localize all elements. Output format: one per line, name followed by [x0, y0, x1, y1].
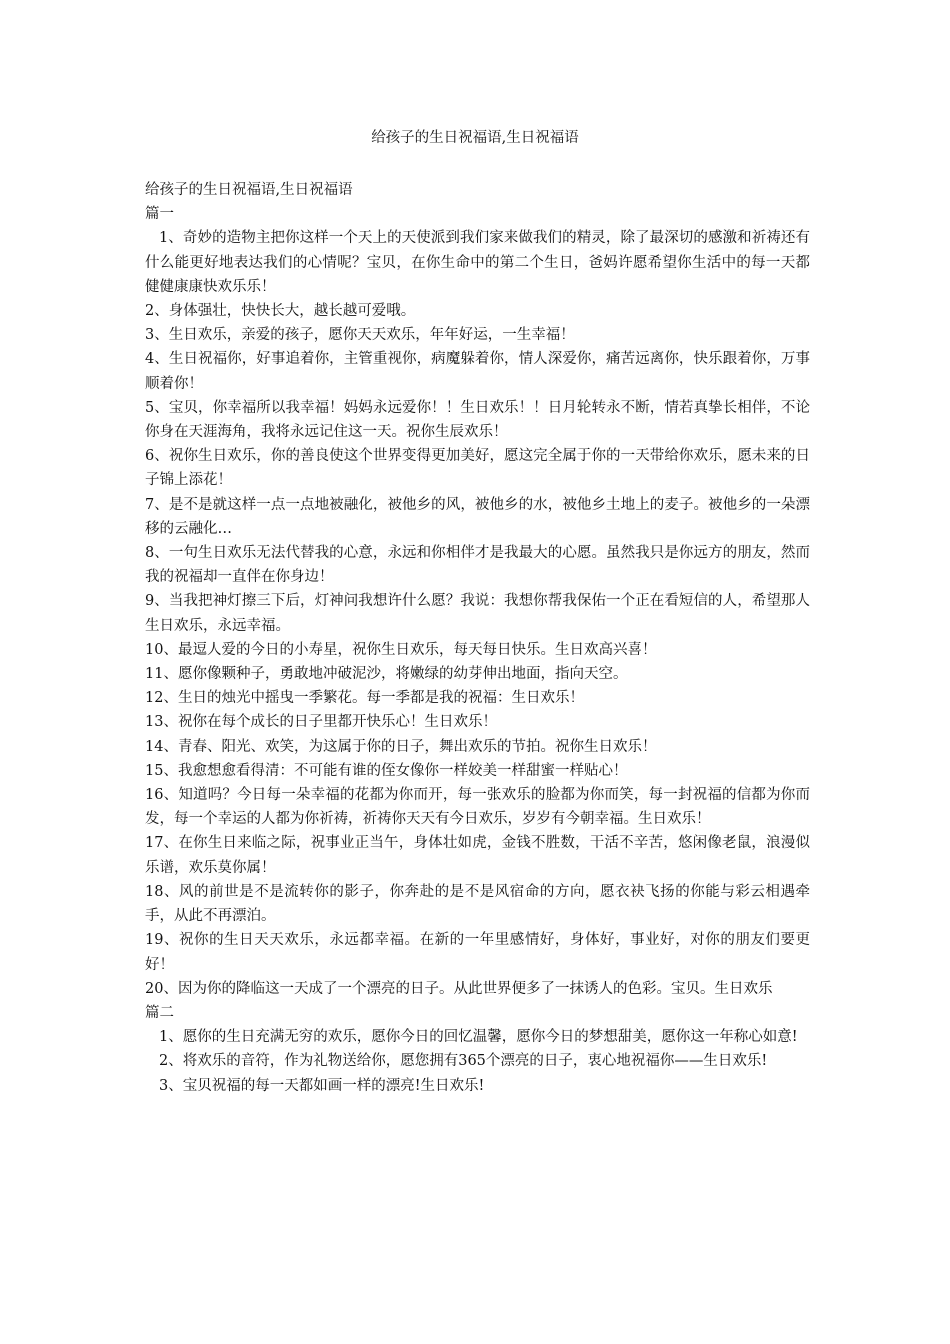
- paragraph-item: 20、因为你的降临这一天成了一个漂亮的日子。从此世界便多了一抹诱人的色彩。宝贝。生日欢乐: [145, 980, 773, 997]
- paragraph-item: 8、一句生日欢乐无法代替我的心意，永远和你相伴才是我最大的心愿。虽然我只是你远方的朋友，然而我的祝福却一直伴在你身边！: [145, 545, 810, 586]
- section-heading-1: 篇一: [145, 206, 174, 223]
- section-heading-2: 篇二: [145, 1004, 174, 1021]
- paragraph-item: 7、是不是就这样一点一点地被融化，被他乡的风，被他乡的水，被他乡土地上的麦子。被他乡的一朵漂移的云融化…: [145, 496, 810, 537]
- paragraph-item: 4、生日祝福你，好事追着你，主管重视你，病魔躲着你，情人深爱你，痛苦远离你，快乐跟着你，万事顺着你！: [145, 351, 810, 392]
- paragraph-item: 3、生日欢乐，亲爱的孩子，愿你天天欢乐，年年好运，一生幸福！: [145, 327, 575, 344]
- paragraph-item: 1、愿你的生日充满无穷的欢乐，愿你今日的回忆温馨，愿你今日的梦想甜美，愿你这一年称心如意!: [159, 1029, 798, 1046]
- paragraph-item: 16、知道吗？今日每一朵幸福的花都为你而开，每一张欢乐的脸都为你而笑，每一封祝福的信都为你而发，每一个幸运的人都为你祈祷，祈祷你天天有今日欢乐，岁岁有今朝幸福。生日欢乐！: [145, 787, 810, 828]
- paragraph-item: 9、当我把神灯擦三下后，灯神问我想许什么愿？我说：我想你帮我保佑一个正在看短信的人，希望那人生日欢乐，永远幸福。: [145, 593, 810, 634]
- body-subtitle: 给孩子的生日祝福语,生日祝福语: [145, 182, 353, 198]
- paragraph-item: 1、奇妙的造物主把你这样一个天上的天使派到我们家来做我们的精灵，除了最深切的感激和祈祷还有什么能更好地表达我们的心情呢？宝贝，在你生命中的第二个生日，爸妈许愿希望你生活中的每一天都健健康康快欢乐乐！: [145, 230, 810, 295]
- paragraph-item: 2、身体强壮，快快长大，越长越可爱哦。: [145, 303, 416, 320]
- paragraph-item: 6、祝你生日欢乐，你的善良使这个世界变得更加美好，愿这完全属于你的一天带给你欢乐，愿未来的日子锦上添花！: [145, 448, 810, 489]
- paragraph-item: 15、我愈想愈看得清：不可能有谁的侄女像你一样姣美一样甜蜜一样贴心！: [145, 762, 628, 779]
- paragraph-item: 13、祝你在每个成长的日子里都开快乐心！生日欢乐！: [145, 714, 497, 731]
- paragraph-item: 17、在你生日来临之际，祝事业正当午，身体壮如虎，金钱不胜数，干活不辛苦，悠闲像老鼠，浪漫似乐谱，欢乐莫你属！: [145, 835, 810, 876]
- paragraph-item: 2、将欢乐的音符，作为礼物送给你，愿您拥有365个漂亮的日子，衷心地祝福你——生日欢乐!: [159, 1053, 768, 1070]
- paragraph-item: 10、最逗人爱的今日的小寿星，祝你生日欢乐，每天每日快乐。生日欢高兴喜！: [145, 641, 657, 658]
- paragraph-item: 18、风的前世是不是流转你的影子，你奔赴的是不是风宿命的方向，愿衣袂飞扬的你能与彩云相遇牵手，从此不再漂泊。: [145, 883, 810, 925]
- document-body: [145, 178, 810, 1098]
- paragraph-item: 11、愿你像颗种子，勇敢地冲破泥沙，将嫩绿的幼芽伸出地面，指向天空。: [145, 666, 628, 683]
- paragraph-item: 19、祝你的生日天天欢乐，永远都幸福。在新的一年里感情好，身体好，事业好，对你的朋友们要更好！: [145, 932, 810, 973]
- paragraph-item: 14、青春、阳光、欢笑，为这属于你的日子，舞出欢乐的节拍。祝你生日欢乐！: [145, 738, 657, 755]
- paragraph-item: 5、宝贝，你幸福所以我幸福！妈妈永远爱你！！生日欢乐！！日月轮转永不断，情若真挚长相伴，不论你身在天涯海角，我将永远记住这一天。祝你生辰欢乐！: [145, 399, 810, 441]
- paragraph-item: 12、生日的烛光中摇曳一季繁花。每一季都是我的祝福：生日欢乐！: [145, 690, 584, 707]
- document-title: 给孩子的生日祝福语,生日祝福语: [371, 130, 579, 146]
- paragraph-item: 3、宝贝祝福的每一天都如画一样的漂亮!生日欢乐!: [159, 1077, 485, 1094]
